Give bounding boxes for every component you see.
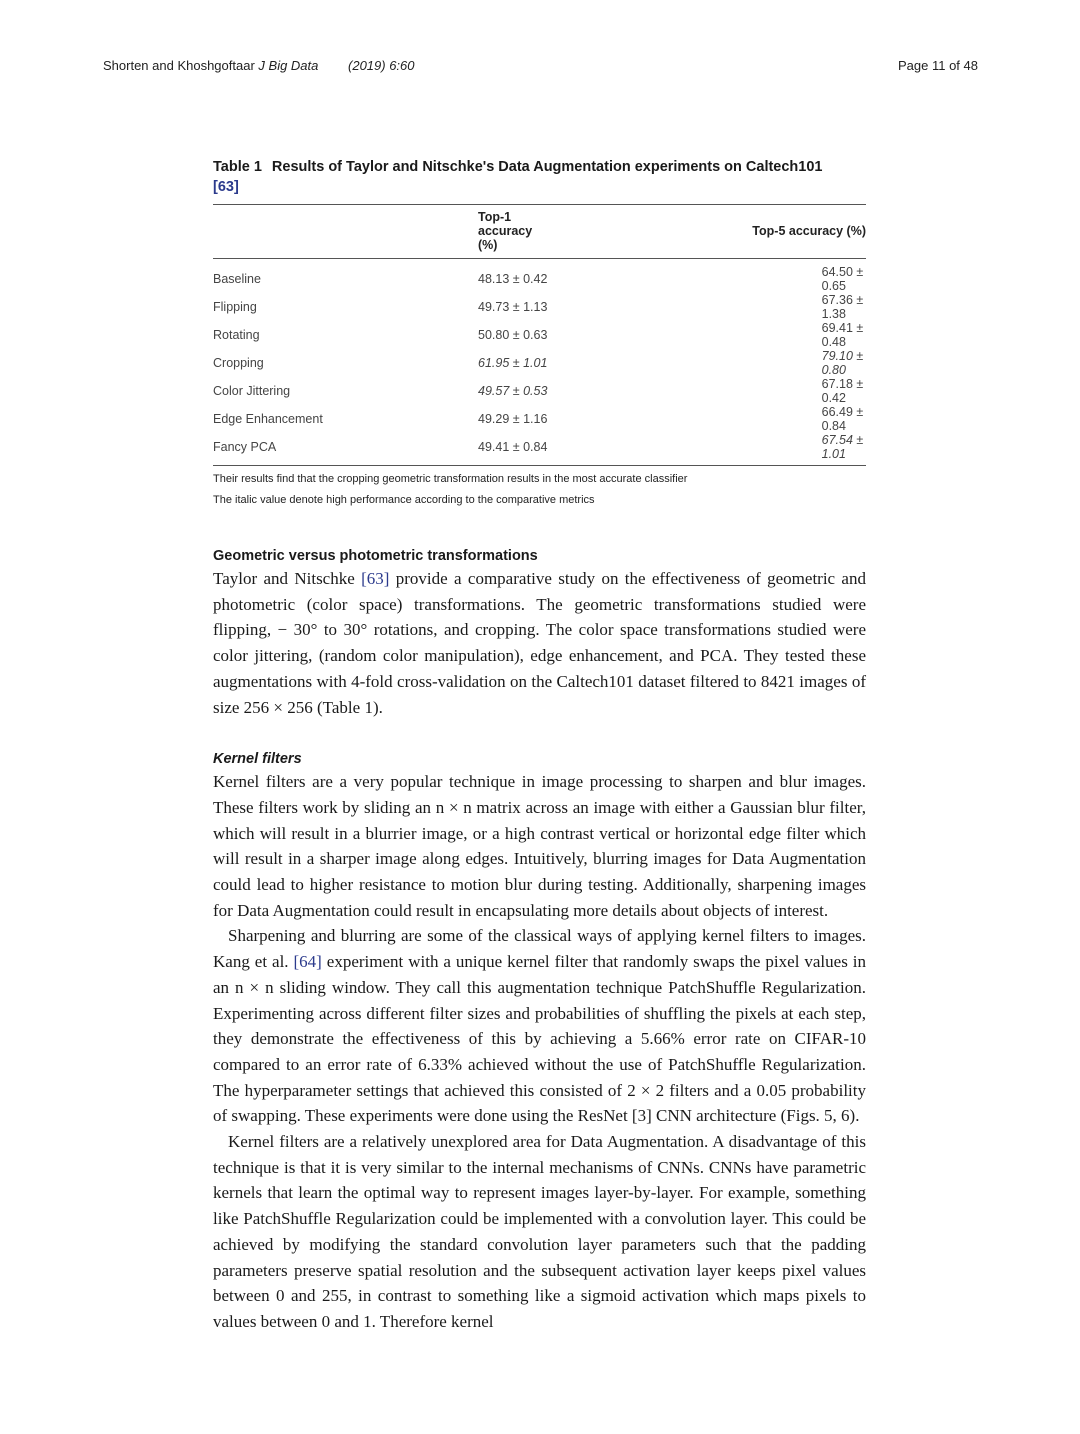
column-header-method bbox=[213, 205, 478, 259]
cell-top1: 49.41 ± 0.84 bbox=[478, 440, 548, 454]
table-row bbox=[213, 259, 866, 294]
table-label: Table 1 bbox=[213, 159, 262, 175]
running-head-volume: (2019) 6:60 bbox=[348, 58, 415, 73]
cell-top5: 64.50 ± 0.65 bbox=[821, 265, 864, 293]
table-title: Results of Taylor and Nitschke's Data Augmentation experiments on Caltech101 bbox=[271, 159, 823, 175]
cell-top5: 69.41 ± 0.48 bbox=[821, 321, 864, 349]
cell-top5: 67.36 ± 1.38 bbox=[821, 293, 864, 321]
table-footnote: The italic value denote high performance according to the comparative metrics bbox=[213, 494, 595, 506]
paragraph: Kernel filters are a relatively unexplored area for Data Augmentation. A disadvantage of this technique is that it is very similar to the internal mechanisms of CNNs. CNNs have parametric kernels that learn the optimal way to represent images layer-by-layer. For example, something like PatchShuffle Regularization could be implemented with a convolution layer. This could be achieved by modifying the standard convolution layer parameters such that the padding parameters preserve spatial resolution and the subsequent activation layer keeps pixel values between 0 and 255, in contrast to something like a sigmoid activation which maps pixels to values between 0 and 1. Therefore kernel bbox=[213, 1132, 866, 1331]
table-reference-link[interactable]: [63] bbox=[213, 179, 239, 195]
citation-link[interactable]: [64] bbox=[293, 952, 322, 972]
paragraph-text: provide a comparative study on the effectiveness of geometric and photometric (color space) transformations. The geometric transformations studied were flipping, − 30° to 30° rotations, and cropping. The color space transformations studied were color jittering, (random color manipulation), edge enhancement, and PCA. They tested these augmentations with 4-fold cross-validation on the Caltech101 dataset filtered to 8421 images of size 256 × 256 (Table 1). bbox=[213, 569, 866, 717]
page-number: Page 11 of 48 bbox=[898, 58, 978, 73]
citation-link[interactable]: [63] bbox=[361, 569, 390, 588]
paragraph-text: Taylor and Nitschke bbox=[213, 569, 362, 588]
table-footnotes bbox=[213, 469, 866, 511]
column-header-top5: Top-5 accuracy (%) bbox=[553, 205, 866, 259]
section-heading-geometric: Geometric versus photometric transformations bbox=[213, 548, 538, 564]
paragraph: Kernel filters are a very popular technique in image processing to sharpen and blur images. These filters work by sliding an n × n matrix across an image with either a Gaussian blur filter, which will result in a blurrier image, or a high contrast vertical or horizontal edge filter which will result in a sharper image along edges. Intuitively, blurring images for Data Augmentation could lead to higher resistance to motion blur during testing. Additionally, sharpening images for Data Augmentation could result in encapsulating more details about objects of interest. bbox=[213, 772, 866, 920]
results-table bbox=[213, 204, 866, 466]
paragraph-text: experiment with a unique kernel filter that randomly swaps the pixel values in an n × n sliding window. They call this augmentation technique PatchShuffle Regularization. Experimenting across different filter sizes and probabilities of shuffling the pixels at each step, they demonstrate the effectiveness of this by achieving a 5.66% error rate on CIFAR-10 compared to an error rate of 6.33% achieved without the use of PatchShuffle Regularization. The hyperparameter settings that achieved this consisted of 2 × 2 filters and a 0.05 probability of swapping. These experiments were done using the ResNet [3] CNN architecture (Figs. 5, 6). bbox=[213, 952, 867, 1126]
subsection-heading-kernel-filters: Kernel filters bbox=[213, 751, 302, 768]
paragraph bbox=[213, 923, 866, 1129]
table-row bbox=[213, 405, 866, 433]
table-row bbox=[213, 293, 866, 321]
running-head bbox=[103, 58, 978, 78]
table-caption bbox=[213, 157, 866, 197]
running-head-journal: J Big Data bbox=[258, 58, 319, 73]
cell-method: Edge Enhancement bbox=[213, 412, 323, 426]
table-row bbox=[213, 433, 866, 466]
paragraph bbox=[213, 566, 866, 720]
cell-method: Baseline bbox=[213, 272, 261, 286]
cell-top5-highlight: 67.54 ± 1.01 bbox=[821, 433, 864, 461]
cell-method: Flipping bbox=[213, 300, 257, 314]
table-row bbox=[213, 349, 866, 377]
cell-method: Rotating bbox=[213, 328, 260, 342]
table-row bbox=[213, 321, 866, 349]
cell-top1: 49.73 ± 1.13 bbox=[478, 300, 548, 314]
cell-method: Fancy PCA bbox=[213, 440, 277, 454]
table-footnote: Their results find that the cropping geometric transformation results in the most accurate classifier bbox=[213, 473, 688, 485]
cell-top1-highlight: 49.57 ± 0.53 bbox=[478, 384, 548, 398]
cell-top5-highlight: 79.10 ± 0.80 bbox=[821, 349, 864, 377]
paragraph-text: Sharpening and blurring are some of the classical ways of applying kernel filters to images. Kang et al. bbox=[213, 926, 866, 972]
column-header-top1: Top-1 accuracy (%) bbox=[478, 205, 553, 259]
cell-method: Cropping bbox=[213, 356, 264, 370]
running-head-citation bbox=[103, 58, 415, 73]
cell-method: Color Jittering bbox=[213, 384, 291, 398]
cell-top1: 50.80 ± 0.63 bbox=[478, 328, 548, 342]
cell-top5: 66.49 ± 0.84 bbox=[821, 405, 864, 433]
running-head-authors: Shorten and Khoshgoftaar bbox=[103, 58, 255, 73]
cell-top1: 49.29 ± 1.16 bbox=[478, 412, 548, 426]
cell-top1-highlight: 61.95 ± 1.01 bbox=[478, 356, 548, 370]
table-row bbox=[213, 377, 866, 405]
table-header-row bbox=[213, 205, 866, 259]
page-content bbox=[213, 157, 866, 1335]
cell-top1: 48.13 ± 0.42 bbox=[478, 272, 548, 286]
cell-top5: 67.18 ± 0.42 bbox=[821, 377, 864, 405]
